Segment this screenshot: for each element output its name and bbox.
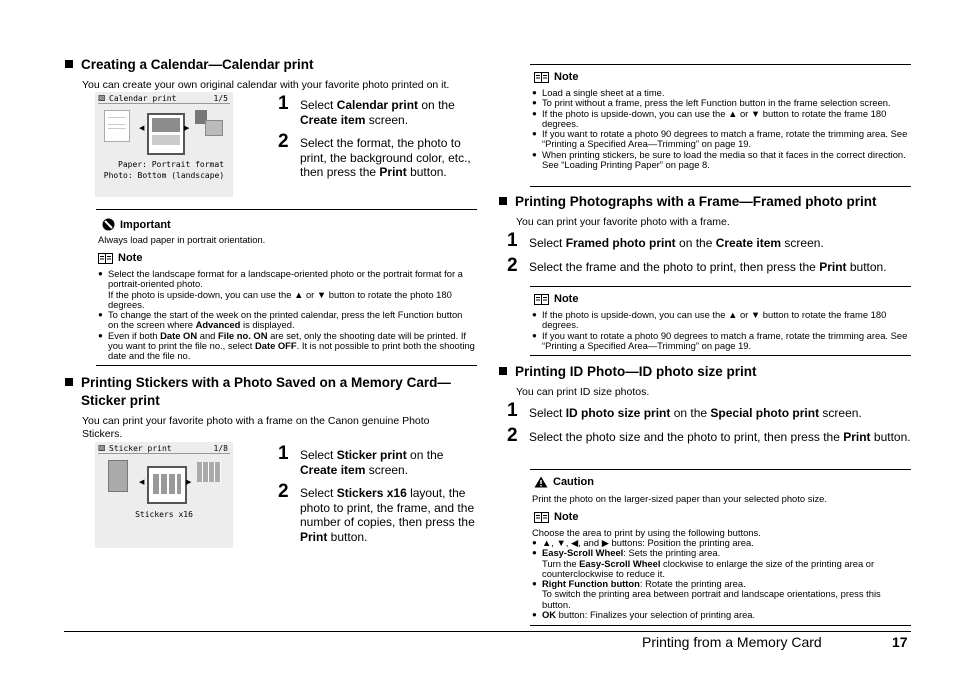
screen-paper-line: Paper: Portrait format <box>118 160 224 169</box>
calendar-screen-image <box>95 92 233 197</box>
note-item: ● If you want to rotate a photo 90 degrees to match a frame, rotate the trimming area. See “Printing a Specified Area—Trimming” on page 19. <box>532 129 909 150</box>
note-heading: Note <box>534 71 578 83</box>
up-triangle-icon: ▲ <box>728 107 738 119</box>
note-item: ● ▲, ▼, ◀, and ▶ buttons: Position the printing area. <box>532 538 909 548</box>
heading-bullet <box>499 197 507 205</box>
calendar-heading: Creating a Calendar—Calendar print <box>65 56 314 74</box>
note-book-icon <box>534 294 549 305</box>
screen-page: 1/8 <box>213 444 228 453</box>
important-text: Always load paper in portrait orientation. <box>98 234 266 245</box>
sticker-step-1: Select Sticker print on the Create item screen. <box>300 448 444 477</box>
step-number-2: 2 <box>507 425 518 446</box>
important-icon <box>102 218 115 231</box>
sticker-notes-box <box>530 64 911 187</box>
calendar-step-2: Select the format, the photo to print, the background color, etc., then press the Print button. <box>300 136 471 179</box>
framed-note-list <box>532 310 909 351</box>
note-item: ● Even if both Date ON and File no. ON are set, only the shooting date will be printed. If you want to print the file no., select Date OFF. It is not possible to print both the shooting date and the file no. <box>98 331 475 362</box>
note-book-icon <box>534 72 549 83</box>
note-item: ● Select the landscape format for a landscape-oriented photo or the portrait format for a portrait-oriented photo. If the photo is upside-down, you can use the ▲ or ▼ button to rotate the photo 180 degrees. <box>98 269 475 310</box>
arrow-left-icon: ◀ <box>139 479 145 486</box>
note-item: ● OK button: Finalizes your selection of printing area. <box>532 610 909 620</box>
idphoto-note-intro: Choose the area to print by using the following buttons. <box>532 527 761 538</box>
footer-section-title: Printing from a Memory Card <box>642 634 822 650</box>
idphoto-notes-box <box>530 469 911 626</box>
framed-step-1: Select Framed photo print on the Create item screen. <box>529 236 824 250</box>
step-number-1: 1 <box>507 230 518 251</box>
framed-step-2: Select the frame and the photo to print, then press the Print button. <box>529 260 887 274</box>
step-number-2: 2 <box>278 481 289 502</box>
down-triangle-icon: ▼ <box>316 288 327 300</box>
heading-bullet <box>65 60 73 68</box>
calendar-note-list <box>98 269 475 362</box>
note-item: ● If you want to rotate a photo 90 degrees to match a frame, rotate the trimming area. See “Printing a Specified Area—Trimming” on page 19. <box>532 331 909 352</box>
heading-bullet <box>499 367 507 375</box>
idphoto-step-1: Select ID photo size print on the Special photo print screen. <box>529 406 862 420</box>
screen-page: 1/5 <box>213 94 228 103</box>
step-number-1: 1 <box>278 443 289 464</box>
screen-title: Sticker print <box>109 444 172 453</box>
note-item: ● To print without a frame, press the left Function button in the frame selection screen. <box>532 98 909 108</box>
sticker-intro: You can print your favorite photo with a frame on the Canon genuine Photo Stickers. <box>82 415 430 440</box>
screen-title: Calendar print <box>109 94 177 103</box>
framed-notes-box <box>530 286 911 356</box>
step-number-1: 1 <box>507 400 518 421</box>
idphoto-note-list <box>532 538 909 620</box>
sticker-step-2: Select Stickers x16 layout, the photo to print, the frame, and the number of copies, then press the Print button. <box>300 486 475 544</box>
page-number: 17 <box>892 634 908 650</box>
down-triangle-icon: ▼ <box>750 107 761 119</box>
up-triangle-icon: ▲ <box>294 288 304 300</box>
framed-intro: You can print your favorite photo with a frame. <box>516 216 730 228</box>
note-item: ● Load a single sheet at a time. <box>532 88 909 98</box>
note-heading: Note <box>534 293 578 305</box>
screen-photo-line: Photo: Bottom (landscape) <box>103 171 225 180</box>
note-book-icon <box>98 253 113 264</box>
arrow-left-icon: ◀ <box>139 125 145 132</box>
up-triangle-icon: ▲ <box>542 537 552 548</box>
note-book-icon <box>534 512 549 523</box>
sticker-note-list <box>532 88 909 170</box>
caution-text: Print the photo on the larger-sized paper than your selected photo size. <box>532 493 827 504</box>
calendar-intro: You can create your own original calendar with your favorite photo printed on it. <box>82 79 450 91</box>
note-item: ● If the photo is upside-down, you can use the ▲ or ▼ button to rotate the frame 180 degrees. <box>532 310 909 331</box>
arrow-right-icon: ▶ <box>186 479 192 486</box>
down-triangle-icon: ▼ <box>556 537 566 548</box>
idphoto-step-2: Select the photo size and the photo to print, then press the Print button. <box>529 430 911 444</box>
note-item: ● If the photo is upside-down, you can use the ▲ or ▼ button to rotate the frame 180 degrees. <box>532 109 909 130</box>
step-number-2: 2 <box>278 131 289 152</box>
caution-heading: Caution <box>534 476 594 488</box>
note-heading: Note <box>534 511 578 523</box>
idphoto-heading: Printing ID Photo—ID photo size print <box>499 363 756 381</box>
framed-heading: Printing Photographs with a Frame—Framed photo print <box>499 193 877 211</box>
calendar-notes-box <box>96 209 477 366</box>
sticker-thumb-left <box>108 460 128 492</box>
calendar-step-1: Select Calendar print on the Create item screen. <box>300 98 455 127</box>
screen-title-bar <box>98 444 230 454</box>
step-number-2: 2 <box>507 255 518 276</box>
note-item: ● When printing stickers, be sure to load the media so that it faces in the correct direction. See “Loading Printing Paper” on page 8. <box>532 150 909 171</box>
print-icon: ▧ <box>98 443 106 452</box>
important-heading: Important <box>102 218 171 231</box>
print-icon: ▧ <box>98 93 106 102</box>
left-triangle-icon: ◀ <box>571 537 579 548</box>
right-triangle-icon: ▶ <box>601 537 609 548</box>
warning-icon <box>534 476 548 488</box>
calendar-thumb-selected <box>147 113 185 155</box>
step-number-1: 1 <box>278 93 289 114</box>
heading-bullet <box>65 378 73 386</box>
screen-title-bar <box>98 94 230 104</box>
sticker-thumb-selected <box>147 466 187 504</box>
note-item: ● To change the start of the week on the printed calendar, press the left Function button on the screen where Advanced is displayed. <box>98 310 475 331</box>
screen-sticker-label: Stickers x16 <box>135 510 193 519</box>
note-item: ● Right Function button: Rotate the printing area. To switch the printing area between portrait and landscape orientations, press this button. <box>532 579 909 610</box>
arrow-right-icon: ▶ <box>184 125 190 132</box>
photo-thumb-icon-2 <box>205 120 223 136</box>
note-heading: Note <box>98 252 142 264</box>
down-triangle-icon: ▼ <box>750 309 761 320</box>
footer-rule <box>64 631 911 632</box>
sticker-thumb-right <box>197 462 221 482</box>
sticker-heading: Printing Stickers with a Photo Saved on a Memory Card— Sticker print <box>65 374 485 410</box>
idphoto-intro: You can print ID size photos. <box>516 386 650 398</box>
calendar-thumb-left <box>104 110 130 142</box>
up-triangle-icon: ▲ <box>728 309 738 320</box>
sticker-screen-image <box>95 442 233 548</box>
note-item: ● Easy-Scroll Wheel: Sets the printing area. Turn the Easy-Scroll Wheel clockwise to enlarge the size of the printing area or counterclockwise to reduce it. <box>532 548 909 579</box>
